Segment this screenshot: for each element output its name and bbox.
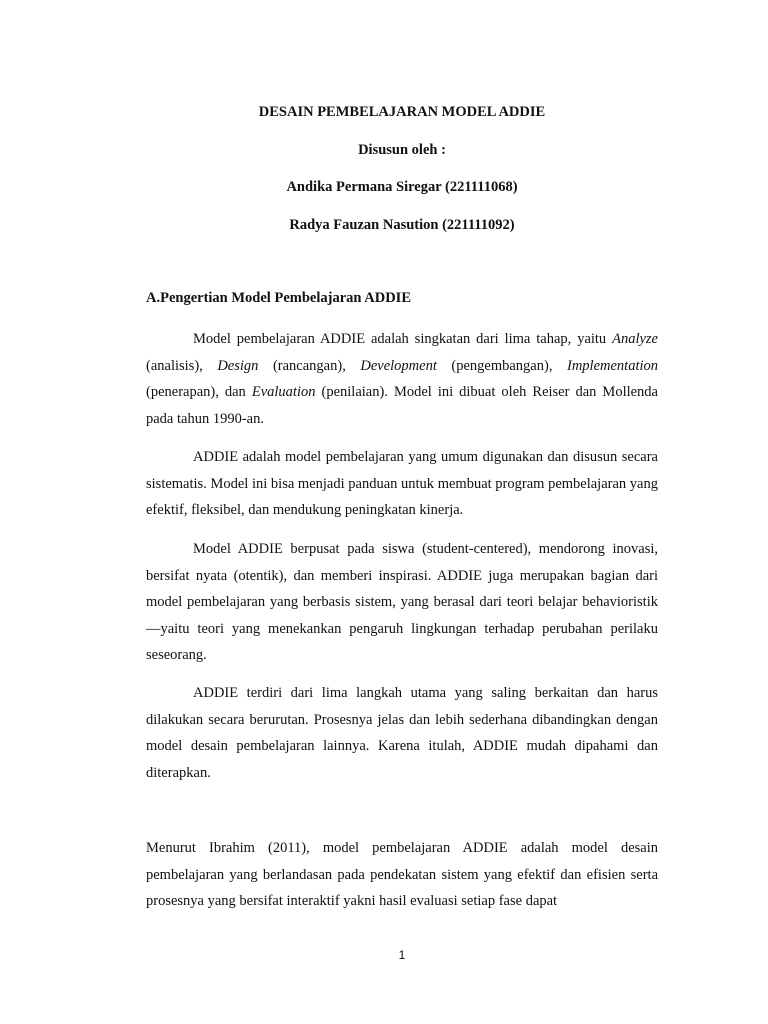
document-title: DESAIN PEMBELAJARAN MODEL ADDIE bbox=[258, 104, 546, 120]
paragraph-3: Model ADDIE berpusat pada siswa (student-centered), mendorong inovasi, bersifat nyata (otentik), dan memberi inspirasi. ADDIE juga merupakan bagian dari model pembelajaran yang berbasis sistem, yang berasal dari teori belajar behavioristik—yaitu teori yang menekankan pengaruh lingkungan terhadap perubahan perilaku seseorang. bbox=[146, 541, 658, 663]
author-2: Radya Fauzan Nasution (221111092) bbox=[289, 217, 515, 233]
paragraph-1-text-1: Model pembelajaran ADDIE adalah singkatan dari lima tahap, yaitu bbox=[193, 331, 613, 347]
paragraph-1-text-3: (rancangan), bbox=[258, 357, 361, 374]
page-number: 1 bbox=[398, 948, 406, 962]
paragraph-1-text-4: (pengembangan), bbox=[436, 357, 567, 374]
paragraph-1 bbox=[146, 326, 658, 432]
paragraph-1-text-5: (penerapan), dan bbox=[146, 384, 252, 400]
author-1: Andika Permana Siregar (221111068) bbox=[286, 179, 518, 195]
paragraph-5: Menurut Ibrahim (2011), model pembelajaran ADDIE adalah model desain pembelajaran yang berlandasan pada pendekatan sistem yang efektif dan efisien serta prosesnya yang bersifat interaktif yakni hasil evaluasi setiap fase dapat bbox=[146, 840, 658, 909]
paragraph-2: ADDIE adalah model pembelajaran yang umum digunakan dan disusun secara sistematis. Model ini bisa menjadi panduan untuk membuat program pembelajaran yang efektif, fleksibel, dan mendukung peningkatan kinerja. bbox=[146, 449, 658, 518]
term-design: Design bbox=[217, 357, 259, 374]
term-development: Development bbox=[360, 357, 437, 374]
term-implementation: Implementation bbox=[567, 357, 659, 374]
compiled-by-label: Disusun oleh : bbox=[358, 142, 446, 158]
paragraph-1-text-6: (penilaian). Model ini dibuat oleh Reiser dan Mollenda pada tahun 1990-an. bbox=[146, 384, 658, 427]
term-evaluation: Evaluation bbox=[251, 384, 316, 400]
paragraph-1-text-2: (analisis), bbox=[146, 357, 218, 374]
section-heading: A.Pengertian Model Pembelajaran ADDIE bbox=[146, 290, 411, 306]
term-analyze: Analyze bbox=[612, 331, 658, 347]
paragraph-4: ADDIE terdiri dari lima langkah utama yang saling berkaitan dan harus dilakukan secara berurutan. Prosesnya jelas dan lebih sederhana dibandingkan dengan model desain pembelajaran lainnya. Karena itulah, ADDIE mudah dipahami dan diterapkan. bbox=[146, 685, 658, 781]
